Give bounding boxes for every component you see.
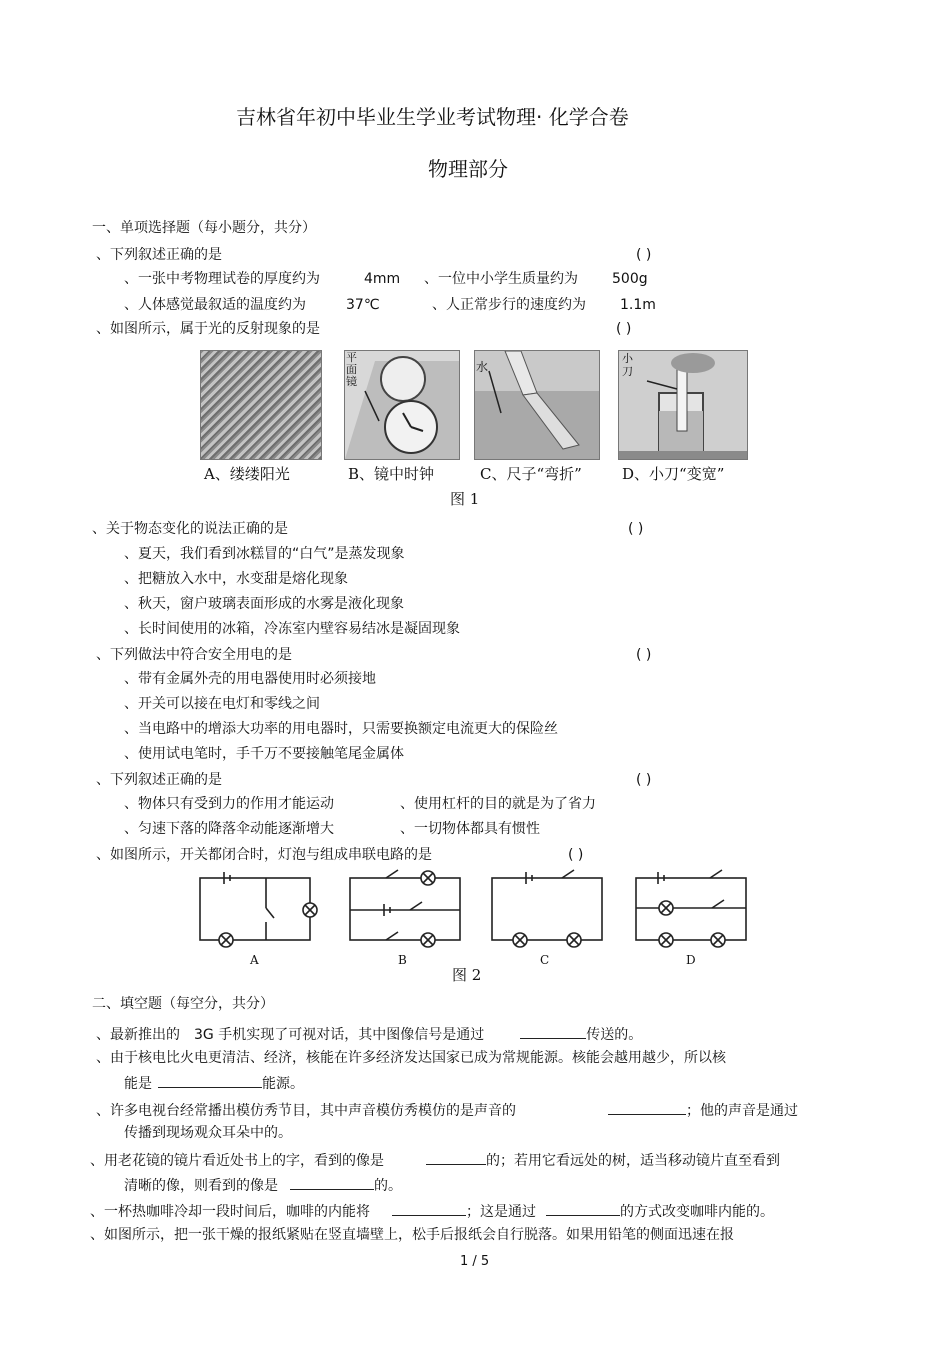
q1-option-d: 、人正常步行的速度约为 — [432, 297, 586, 313]
q2-answer-paren: ( ) — [616, 321, 632, 337]
q11-mid: ；这是通过 — [466, 1204, 536, 1220]
fig1-caption-d: D、小刀“变宽” — [622, 465, 725, 483]
q1-stem: 、下列叙述正确的是 — [96, 247, 222, 263]
q7-line — [96, 1024, 642, 1044]
q1-option-b-value: 500g — [612, 271, 648, 287]
q11-blank-2[interactable] — [546, 1201, 620, 1216]
q8-line2 — [124, 1073, 304, 1093]
q1-answer-paren: ( ) — [636, 247, 652, 263]
page-number: 1 / 5 — [460, 1254, 490, 1269]
sunlight-photo — [200, 350, 322, 460]
q1-option-b: 、一位中小学生质量约为 — [424, 271, 578, 287]
q5-option-c: 、匀速下落的降落伞动能逐渐增大 — [124, 821, 334, 837]
q10-pre: 、用老花镜的镜片看近处书上的字，看到的像是 — [90, 1153, 384, 1169]
q10-mid: 的；若用它看远处的树，适当移动镜片直至看到 — [486, 1153, 780, 1169]
mirror-label: 平面镜 — [346, 351, 357, 388]
q3-answer-paren: ( ) — [628, 521, 644, 537]
q10-blank-1[interactable] — [426, 1150, 486, 1165]
q1-option-a: 、一张中考物理试卷的厚度约为 — [124, 271, 320, 287]
q8-blank[interactable] — [158, 1073, 262, 1088]
figure-1-label: 图 1 — [450, 490, 480, 508]
q7-mid: 3G 手机实现了可视对话，其中图像信号是通过 — [194, 1027, 485, 1043]
q9-line2: 传播到现场观众耳朵中的。 — [124, 1125, 292, 1141]
q8-post: 能源。 — [262, 1076, 304, 1092]
q5-stem: 、下列叙述正确的是 — [96, 772, 222, 788]
q6-answer-paren: ( ) — [568, 847, 584, 863]
water-label: 水 — [476, 360, 489, 374]
knife-glass-photo — [618, 350, 748, 460]
q3-option-d: 、长时间使用的冰箱，冷冻室内壁容易结冰是凝固现象 — [124, 621, 460, 637]
q10-line2 — [124, 1175, 402, 1195]
page-title: 吉林省年初中毕业生学业考试物理· 化学合卷 — [236, 105, 629, 129]
q6-stem: 、如图所示，开关都闭合时，灯泡与组成串联电路的是 — [96, 847, 432, 863]
q1-option-c-value: 37℃ — [346, 297, 380, 313]
q9-pre: 、许多电视台经常播出模仿秀节目，其中声音模仿秀模仿的是声音的 — [96, 1103, 516, 1119]
q8-line1: 、由于核电比火电更清洁、经济，核能在许多经济发达国家已成为常规能源。核能会越用越少，所以核 — [96, 1050, 726, 1066]
q5-option-b: 、使用杠杆的目的就是为了省力 — [400, 796, 596, 812]
q9-line1 — [96, 1100, 798, 1120]
fig1-caption-c: C、尺子“弯折” — [480, 465, 582, 483]
q4-option-a: 、带有金属外壳的用电器使用时必须接地 — [124, 671, 376, 687]
q7-blank[interactable] — [520, 1024, 586, 1039]
q12-line1: 、如图所示，把一张干燥的报纸紧贴在竖直墙壁上，松手后报纸会自行脱落。如果用铅笔的侧面迅速在报 — [90, 1227, 734, 1243]
circuit-label-a: A — [250, 953, 259, 967]
q9-post: ；他的声音是通过 — [686, 1103, 798, 1119]
q4-answer-paren: ( ) — [636, 647, 652, 663]
q1-option-d-value: 1.1m — [620, 297, 656, 313]
q3-option-b: 、把糖放入水中，水变甜是熔化现象 — [124, 571, 348, 587]
q4-option-b: 、开关可以接在电灯和零线之间 — [124, 696, 320, 712]
circuit-label-b: B — [398, 953, 407, 967]
q3-stem: 、关于物态变化的说法正确的是 — [92, 521, 288, 537]
q10-post2: 的。 — [374, 1178, 402, 1194]
q11-post: 的方式改变咖啡内能的。 — [620, 1204, 774, 1220]
q5-option-d: 、一切物体都具有惯性 — [400, 821, 540, 837]
q4-option-d: 、使用试电笔时，手千万不要接触笔尾金属体 — [124, 746, 404, 762]
q2-stem: 、如图所示，属于光的反射现象的是 — [96, 321, 320, 337]
circuit-label-d: D — [686, 953, 696, 967]
q10-line1 — [90, 1150, 780, 1170]
circuit-label-c: C — [540, 953, 550, 967]
q10-pre2: 清晰的像，则看到的像是 — [124, 1178, 278, 1194]
circuit-diagrams — [190, 866, 760, 970]
q5-answer-paren: ( ) — [636, 772, 652, 788]
q3-option-a: 、夏天，我们看到冰糕冒的“白气”是蒸发现象 — [124, 546, 405, 562]
figure-2-label: 图 2 — [452, 966, 482, 984]
q11-blank-1[interactable] — [392, 1201, 466, 1216]
fig1-caption-a: A、缕缕阳光 — [204, 465, 290, 483]
q7-post: 传送的。 — [586, 1027, 643, 1043]
q5-option-a: 、物体只有受到力的作用才能运动 — [124, 796, 334, 812]
q8-pre: 能是 — [124, 1076, 152, 1092]
q9-blank[interactable] — [608, 1100, 686, 1115]
page-subtitle: 物理部分 — [428, 157, 508, 181]
section2-heading: 二、填空题（每空分，共分） — [92, 996, 274, 1012]
knife-label: 小刀 — [622, 352, 633, 378]
q4-option-c: 、当电路中的增添大功率的用电器时，只需要换额定电流更大的保险丝 — [124, 721, 558, 737]
fig1-caption-b: B、镜中时钟 — [348, 465, 435, 483]
section1-heading: 一、单项选择题（每小题分，共分） — [92, 220, 316, 236]
q1-option-c: 、人体感觉最叙适的温度约为 — [124, 297, 306, 313]
q11-line — [90, 1201, 774, 1221]
q10-blank-2[interactable] — [290, 1175, 374, 1190]
mirror-clock-photo — [344, 350, 460, 460]
q7-pre: 、最新推出的 — [96, 1027, 180, 1043]
q4-stem: 、下列做法中符合安全用电的是 — [96, 647, 292, 663]
q1-option-a-value: 4mm — [364, 271, 401, 287]
ruler-water-photo — [474, 350, 600, 460]
q11-pre: 、一杯热咖啡冷却一段时间后，咖啡的内能将 — [90, 1204, 370, 1220]
q3-option-c: 、秋天，窗户玻璃表面形成的水雾是液化现象 — [124, 596, 404, 612]
